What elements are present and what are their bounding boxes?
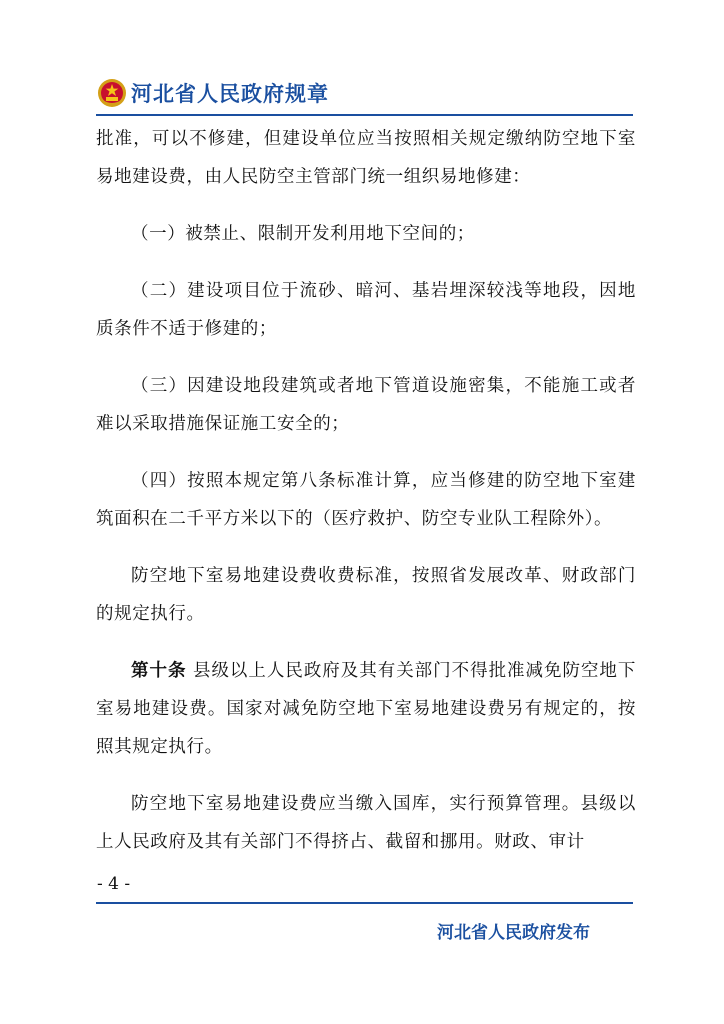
document-body <box>96 120 636 880</box>
paragraph: 防空地下室易地建设费应当缴入国库，实行预算管理。县级以上人民政府及其有关部门不得挤占、截留和挪用。财政、审计 <box>96 794 636 852</box>
footer-publisher: 河北省人民政府发布 <box>437 923 590 943</box>
paragraph: （一）被禁止、限制开发利用地下空间的； <box>131 224 475 244</box>
article-paragraph <box>96 652 636 766</box>
national-emblem-icon <box>97 78 127 108</box>
paragraph: （二）建设项目位于流砂、暗河、基岩埋深较浅等地段，因地质条件不适于修建的； <box>96 281 636 339</box>
paragraph: 防空地下室易地建设费收费标准，按照省发展改革、财政部门的规定执行。 <box>96 566 636 624</box>
header-divider <box>96 114 633 116</box>
article-text: 县级以上人民政府及其有关部门不得批准减免防空地下室易地建设费。国家对减免防空地下室易地建设费另有规定的，按照其规定执行。 <box>96 661 636 757</box>
page-number: - 4 - <box>97 874 131 894</box>
article-label: 第十条 <box>131 661 187 681</box>
paragraph: （四）按照本规定第八条标准计算，应当修建的防空地下室建筑面积在二千平方米以下的（医疗救护、防空专业队工程除外）。 <box>96 471 636 529</box>
paragraph: 批准，可以不修建，但建设单位应当按照相关规定缴纳防空地下室易地建设费，由人民防空主管部门统一组织易地修建： <box>96 129 636 187</box>
header-title: 河北省人民政府规章 <box>131 82 329 106</box>
footer-divider <box>96 902 633 904</box>
paragraph: （三）因建设地段建筑或者地下管道设施密集，不能施工或者难以采取措施保证施工安全的； <box>96 376 636 434</box>
document-header <box>97 76 329 110</box>
